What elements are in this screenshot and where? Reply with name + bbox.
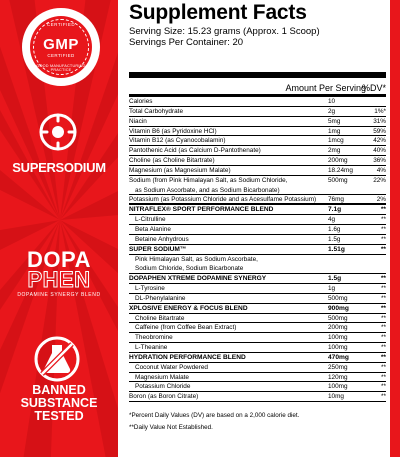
gmp-ring-bottom-text: GOOD MANUFACTURING PRACTICE [36, 64, 86, 72]
supersodium-label: SUPERSODIUM [12, 160, 106, 175]
banned-substance-tested-label: BANNED SUBSTANCE TESTED [20, 383, 98, 423]
row-amount: 200mg [328, 157, 348, 165]
gmp-subtitle: CERTIFIED [47, 52, 75, 58]
row-dv: 22% [373, 176, 386, 184]
row-name: L-Citrulline [135, 216, 166, 224]
table-row [129, 304, 386, 314]
gmp-title: GMP [43, 35, 79, 53]
row-name: Potassium (as Potassium Chloride and as Acesulfame Potassium) [129, 196, 317, 204]
row-amount: 500mg [328, 176, 348, 184]
table-row [129, 363, 386, 373]
row-name: NITRAFLEX® SPORT PERFORMANCE BLEND [129, 206, 274, 214]
table-row [129, 392, 386, 402]
table-row [129, 127, 386, 137]
row-amount: 120mg [328, 373, 348, 381]
table-row [129, 274, 386, 284]
row-amount: 76mg [328, 196, 344, 204]
row-name: DL-Phenylalanine [135, 294, 186, 302]
row-amount: 100mg [328, 344, 348, 352]
table-row [129, 382, 386, 392]
row-amount: 1.6g [328, 225, 341, 233]
row-name: Pantothenic Acid (as Calcium D-Pantothenate) [129, 147, 261, 155]
row-name: Niacin [129, 117, 147, 125]
dopaphen-tagline: DOPAMINE SYNERGY BLEND [17, 292, 101, 298]
facts-title: Supplement Facts [129, 1, 307, 24]
row-name: Beta Alanine [135, 225, 171, 233]
table-row [129, 176, 386, 186]
row-name: HYDRATION PERFORMANCE BLEND [129, 353, 246, 361]
row-name: Choline (as Choline Bitartrate) [129, 157, 215, 165]
row-name: Total Carbohydrate [129, 107, 183, 115]
table-row [129, 235, 386, 245]
supersodium-icon [38, 112, 78, 152]
row-dv: ** [380, 304, 386, 312]
row-name: as Sodium Ascorbate, and as Sodium Bicarbonate) [135, 186, 280, 194]
row-dv: 4% [376, 166, 386, 174]
row-dv: 40% [373, 147, 386, 155]
row-name: Pink Himalayan Salt, as Sodium Ascorbate, [135, 255, 258, 263]
table-row [129, 97, 386, 107]
row-dv: ** [381, 324, 386, 332]
servings-per-container: Servings Per Container: 20 [129, 37, 244, 48]
table-row [129, 215, 386, 225]
row-name: Vitamin B12 (as Cyanocobalamin) [129, 137, 226, 145]
table-row [129, 107, 386, 117]
table-row [129, 284, 386, 294]
row-dv: 59% [373, 127, 386, 135]
table-row [129, 294, 386, 304]
row-name: Magnesium Malate [135, 373, 189, 381]
table-row [129, 373, 386, 383]
dopaphen-logo-top: DOPA [27, 247, 91, 272]
row-name: Vitamin B6 (as Pyridoxine HCl) [129, 127, 217, 135]
row-amount: 470mg [328, 353, 349, 361]
row-amount: 7.1g [328, 206, 342, 214]
row-amount: 1.5g [328, 275, 342, 283]
serving-size: Serving Size: 15.23 grams (Approx. 1 Scoop) [129, 26, 320, 37]
row-name: SUPER SODIUM™ [129, 245, 187, 253]
row-name: Coconut Water Powdered [135, 363, 208, 371]
row-amount: 900mg [328, 304, 349, 312]
row-dv: 1%* [374, 107, 386, 115]
table-row [129, 353, 386, 363]
dopaphen-logo-bottom: PHEN [27, 267, 91, 292]
row-dv: ** [380, 206, 386, 214]
table-row [129, 205, 386, 215]
row-amount: 100mg [328, 334, 348, 342]
thick-divider [129, 72, 386, 78]
table-row [129, 245, 386, 255]
row-name: XPLOSIVE ENERGY & FOCUS BLEND [129, 304, 248, 312]
row-dv: 31% [373, 117, 386, 125]
table-row [129, 255, 386, 265]
table-row [129, 136, 386, 146]
row-name: Sodium (from Pink Himalayan Salt, as Sodium Chloride, [129, 176, 288, 184]
row-dv: ** [380, 275, 386, 283]
row-name: Calories [129, 98, 153, 105]
table-row [129, 314, 386, 324]
facts-table [129, 97, 386, 402]
table-row [129, 146, 386, 156]
row-amount: 2mg [328, 147, 341, 155]
row-dv: ** [381, 235, 386, 243]
row-dv: ** [381, 373, 386, 381]
row-name: Boron (as Boron Citrate) [129, 393, 199, 401]
banned-substance-flask-icon [33, 335, 81, 383]
row-amount: 250mg [328, 363, 348, 371]
row-dv: 42% [373, 137, 386, 145]
row-name: Choline Bitartrate [135, 314, 185, 322]
row-dv: ** [381, 225, 386, 233]
row-name: Theobromine [135, 334, 173, 342]
table-row [129, 156, 386, 166]
row-amount: 10mg [328, 393, 344, 401]
row-amount: 1mcg [328, 137, 344, 145]
row-amount: 1g [328, 285, 336, 293]
table-row [129, 333, 386, 343]
row-name: L-Tyrosine [135, 285, 165, 293]
row-name: Potassium Chloride [135, 383, 191, 391]
row-amount: 100mg [328, 383, 348, 391]
table-row [129, 323, 386, 333]
row-dv: ** [380, 353, 386, 361]
table-row [129, 117, 386, 127]
left-badge-panel [0, 0, 118, 457]
row-amount: 5mg [328, 117, 341, 125]
table-row [129, 195, 386, 205]
footnote-dv: *Percent Daily Values (DV) are based on a 2,000 calorie diet. [129, 412, 300, 419]
row-dv: ** [381, 363, 386, 371]
gmp-certified-seal [22, 8, 100, 86]
row-dv: 2% [376, 196, 386, 204]
row-amount: 500mg [328, 314, 348, 322]
row-amount: 1.5g [328, 235, 341, 243]
row-name: Magnesium (as Magnesium Malate) [129, 166, 231, 174]
row-dv: ** [381, 344, 386, 352]
supplement-facts-panel [118, 0, 390, 457]
row-amount: 2g [328, 107, 336, 115]
row-dv: ** [381, 314, 386, 322]
row-name: L-Theanine [135, 344, 168, 352]
row-amount: 4g [328, 216, 336, 224]
footnote-not-established: **Daily Value Not Established. [129, 424, 213, 431]
row-dv: ** [381, 294, 386, 302]
row-amount: 200mg [328, 324, 348, 332]
row-dv: ** [381, 334, 386, 342]
row-name: Betaine Anhydrous [135, 235, 189, 243]
gmp-ring-top-text: CERTIFIED [46, 22, 76, 27]
row-dv: ** [381, 216, 386, 224]
row-dv: ** [381, 383, 386, 391]
row-dv: ** [381, 285, 386, 293]
serving-info [129, 26, 320, 48]
dv-header: %DV* [361, 83, 386, 93]
row-amount: 1.51g [328, 245, 345, 253]
row-amount: 500mg [328, 294, 348, 302]
table-row [129, 166, 386, 176]
table-row [129, 186, 386, 196]
row-dv: ** [380, 245, 386, 253]
row-dv: 36% [373, 157, 386, 165]
table-row [129, 225, 386, 235]
table-row [129, 264, 386, 274]
row-name: DOPAPHEN XTREME DOPAMINE SYNERGY [129, 275, 267, 283]
row-amount: 1mg [328, 127, 341, 135]
row-amount: 10 [328, 98, 336, 105]
row-name: Sodium Chloride, Sodium Bicarbonate [135, 265, 244, 273]
table-row [129, 343, 386, 353]
row-dv: ** [381, 393, 386, 401]
row-amount: 18.24mg [328, 166, 353, 174]
row-name: Caffeine (from Coffee Bean Extract) [135, 324, 237, 332]
amount-header: Amount Per Serving [285, 83, 366, 93]
